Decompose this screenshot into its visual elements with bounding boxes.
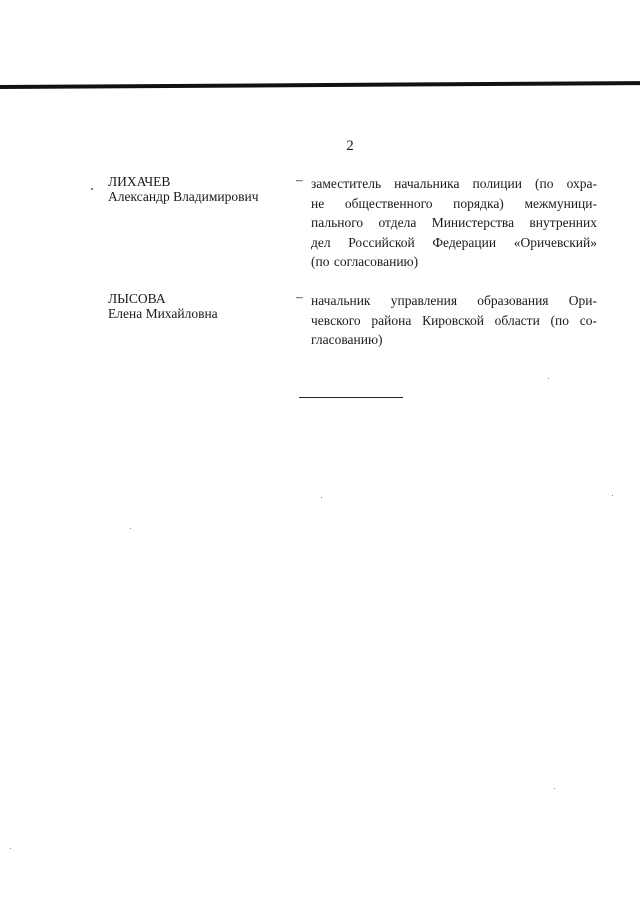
member-name [108, 291, 288, 321]
role-line: начальник управления образования Ори- [311, 293, 597, 308]
role-line: (по согласованию) [311, 254, 419, 269]
dash-separator: – [296, 172, 303, 187]
header-scan-rule [0, 81, 640, 89]
member-surname: ЛИХАЧЕВ [108, 174, 171, 189]
role-line: чевского района Кировской области (по со- [311, 312, 597, 328]
member-name [108, 174, 288, 204]
scan-speck [91, 188, 93, 190]
role-line: пального отдела Министерства внутренних [311, 215, 597, 230]
member-role [311, 291, 597, 350]
dash-separator: – [296, 289, 303, 304]
member-given-names: Александр Владимирович [108, 189, 259, 204]
role-line: заместитель начальника полиции (по охра- [311, 176, 597, 191]
member-role [311, 174, 597, 272]
scan-speck [612, 495, 613, 496]
scan-speck [548, 378, 549, 379]
role-line: дел Российской Федерации «Оричевский» [311, 234, 597, 250]
scan-speck [10, 848, 11, 849]
scan-speck [321, 497, 322, 498]
scan-speck [554, 788, 555, 789]
role-line: не общественного порядка) межмуници- [311, 195, 597, 211]
member-surname: ЛЫСОВА [108, 291, 166, 306]
scan-speck [130, 528, 131, 529]
page-number: 2 [346, 138, 354, 154]
end-of-list-rule [299, 397, 403, 398]
member-given-names: Елена Михайловна [108, 306, 218, 321]
role-line: гласованию) [311, 332, 383, 347]
